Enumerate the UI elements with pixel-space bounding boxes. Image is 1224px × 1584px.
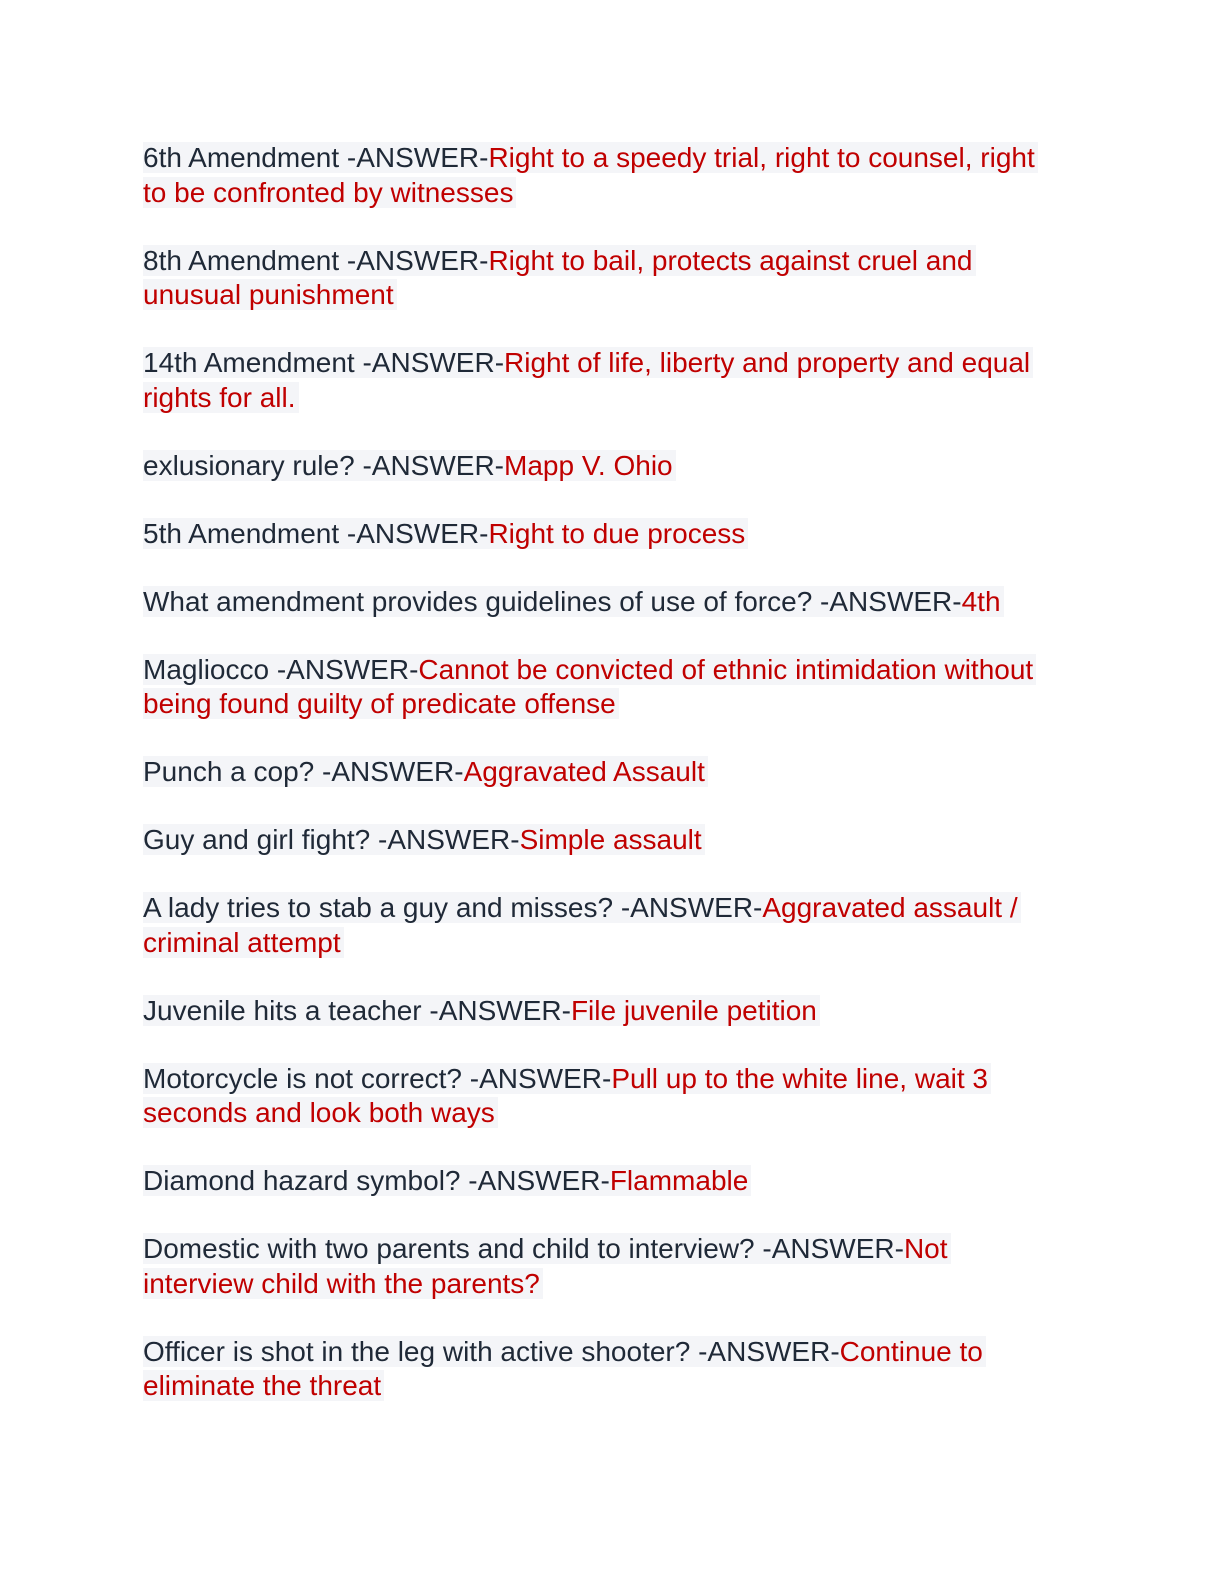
- answer-separator: -ANSWER-: [346, 142, 489, 173]
- qa-item: [143, 653, 1063, 722]
- question-text: 6th Amendment: [143, 142, 347, 173]
- qa-text: [143, 1165, 751, 1196]
- answer-separator: -ANSWER-: [346, 517, 489, 549]
- qa-text: [143, 1233, 951, 1299]
- qa-text: [143, 995, 820, 1026]
- answer-separator: -ANSWER-: [322, 756, 464, 787]
- answer-separator: -ANSWER-: [429, 994, 571, 1026]
- qa-item: [143, 1062, 1063, 1131]
- question-text: Officer is shot in the leg with active shooter?: [143, 1335, 699, 1367]
- answer-text: Mapp V. Ohio: [504, 449, 673, 481]
- question-text: What amendment provides guidelines of use of force?: [143, 585, 821, 617]
- qa-text: [143, 824, 705, 855]
- question-text: Magliocco: [143, 653, 277, 685]
- qa-text: [143, 654, 1036, 720]
- qa-text: [143, 1063, 991, 1129]
- qa-item: [143, 1232, 1063, 1301]
- question-text: 5th Amendment: [143, 517, 347, 549]
- qa-item: [143, 449, 1063, 484]
- qa-text: [143, 245, 976, 311]
- answer-text: Simple assault: [519, 824, 702, 855]
- question-text: Juvenile hits a teacher: [143, 994, 430, 1026]
- answer-text: Right to a speedy trial, right to counsel, right to be confronted by witnesses: [143, 142, 1035, 208]
- answer-text: Right to bail, protects against cruel and unusual punishment: [143, 244, 973, 310]
- answer-separator: -ANSWER-: [762, 1233, 904, 1264]
- question-text: 14th Amendment: [143, 347, 363, 378]
- qa-list: [143, 141, 1063, 1437]
- qa-item: [143, 517, 1063, 552]
- qa-text: [143, 892, 1021, 958]
- answer-separator: -ANSWER-: [820, 585, 962, 617]
- answer-text: Right of life, liberty and property and equal rights for all.: [143, 347, 1031, 413]
- qa-text: [143, 756, 708, 787]
- qa-item: [143, 244, 1063, 313]
- question-text: Domestic with two parents and child to interview?: [143, 1233, 763, 1264]
- answer-separator: -ANSWER-: [362, 449, 504, 481]
- answer-text: Aggravated Assault: [463, 756, 705, 787]
- question-text: A lady tries to stab a guy and misses?: [143, 892, 621, 923]
- answer-text: Pull up to the white line, wait 3 seconds and look both ways: [143, 1062, 988, 1128]
- qa-item: [143, 1164, 1063, 1199]
- answer-separator: -ANSWER-: [346, 244, 489, 276]
- question-text: Diamond hazard symbol?: [143, 1165, 469, 1196]
- answer-separator: -ANSWER-: [698, 1335, 840, 1367]
- question-text: 8th Amendment: [143, 244, 347, 276]
- qa-item: [143, 823, 1063, 858]
- question-text: exlusionary rule?: [143, 449, 363, 481]
- question-text: Motorcycle is not correct?: [143, 1062, 470, 1094]
- qa-text: [143, 450, 676, 481]
- answer-text: Cannot be convicted of ethnic intimidation without being found guilty of predicate offense: [143, 653, 1034, 719]
- answer-text: Continue to eliminate the threat: [143, 1335, 983, 1401]
- qa-text: [143, 347, 1033, 413]
- answer-text: Aggravated assault / criminal attempt: [143, 892, 1018, 958]
- answer-separator: -ANSWER-: [620, 892, 763, 923]
- answer-separator: -ANSWER-: [276, 653, 419, 685]
- qa-text: [143, 1336, 986, 1402]
- qa-item: [143, 891, 1063, 960]
- qa-item: [143, 585, 1063, 620]
- question-text: Punch a cop?: [143, 756, 323, 787]
- qa-item: [143, 1335, 1063, 1404]
- answer-text: Not interview child with the parents?: [143, 1233, 948, 1299]
- answer-text: Right to due process: [488, 517, 746, 549]
- qa-item: [143, 141, 1063, 210]
- qa-item: [143, 346, 1063, 415]
- answer-separator: -ANSWER-: [378, 824, 520, 855]
- qa-item: [143, 755, 1063, 790]
- answer-text: Flammable: [609, 1165, 749, 1196]
- qa-text: [143, 586, 1004, 617]
- qa-item: [143, 994, 1063, 1029]
- answer-separator: -ANSWER-: [362, 347, 505, 378]
- answer-text: 4th: [961, 585, 1001, 617]
- answer-text: File juvenile petition: [570, 994, 817, 1026]
- question-text: Guy and girl fight?: [143, 824, 379, 855]
- qa-text: [143, 142, 1038, 208]
- qa-text: [143, 518, 748, 549]
- answer-separator: -ANSWER-: [468, 1165, 610, 1196]
- answer-separator: -ANSWER-: [469, 1062, 612, 1094]
